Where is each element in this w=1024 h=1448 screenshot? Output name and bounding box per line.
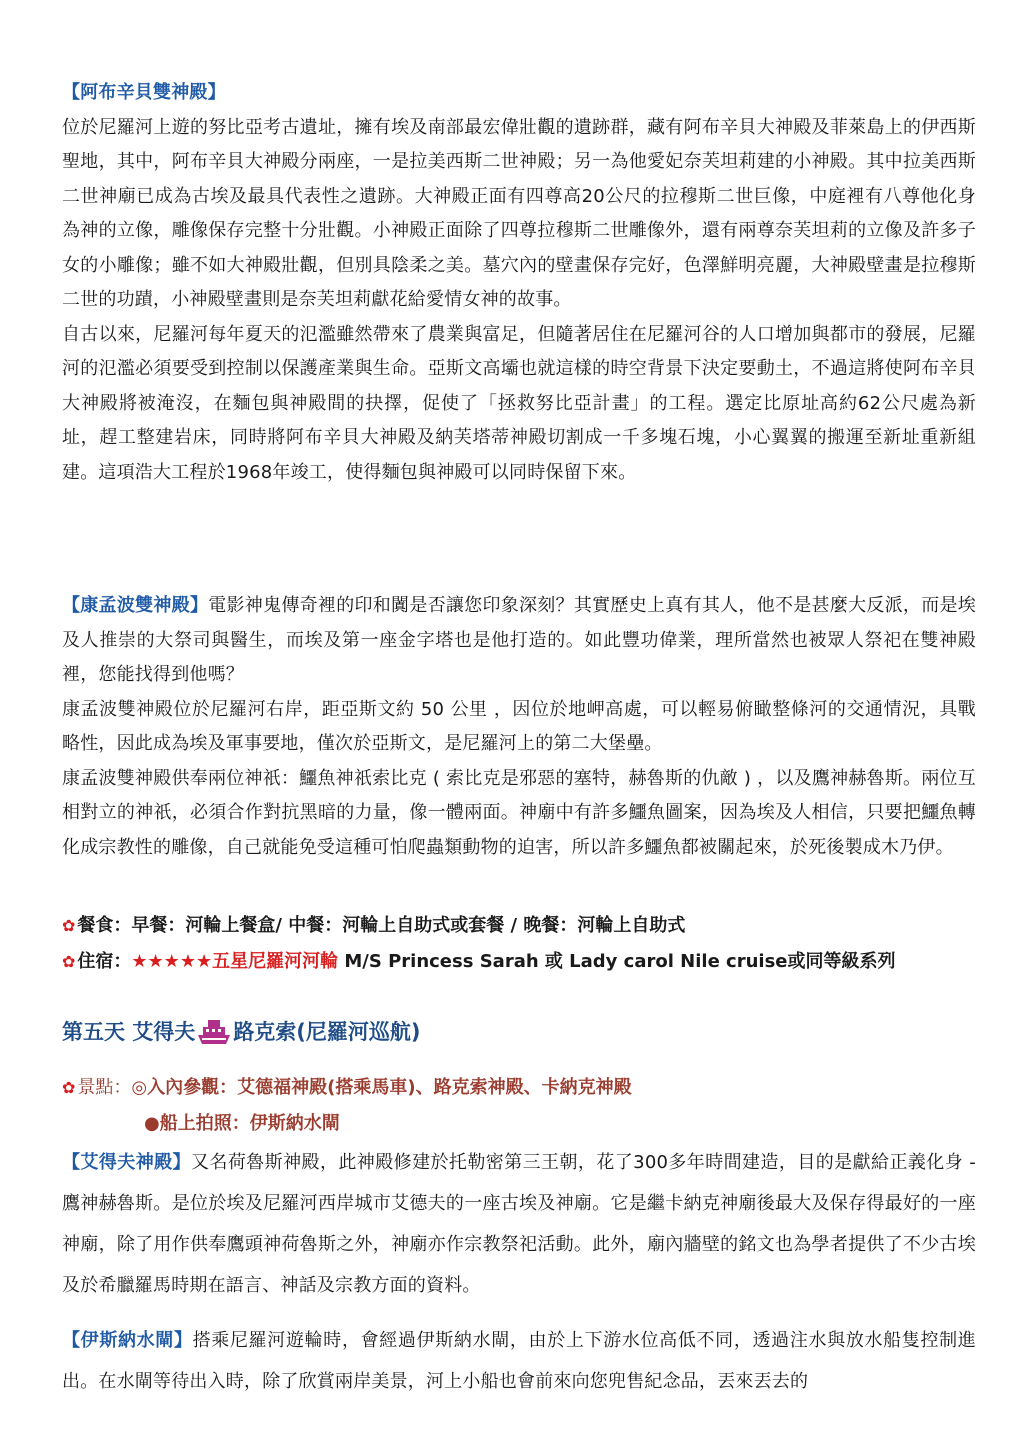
flower-bullet-icon: ✿ xyxy=(62,916,76,935)
spots-line-1: ✿ 景點：◎入內參觀：艾德福神殿(搭乘馬車)、路克索神殿、卡納克神殿 xyxy=(62,1077,632,1098)
esna-paragraph: 【伊斯納水閘】搭乘尼羅河遊輪時，會經過伊斯納水閘，由於上下游水位高低不同，透過注水與放水船隻控制進出。在水閘等待出入時，除了欣賞兩岸美景，河上小船也會前來向您兜售紀念品，丟來丟去的 xyxy=(62,1330,976,1392)
abu-simbel-section xyxy=(62,76,976,490)
kom-ombo-title: 【康孟波雙神殿】 xyxy=(62,595,209,616)
spots-block xyxy=(62,1070,976,1142)
kom-ombo-section xyxy=(62,589,976,865)
kom-ombo-paragraph-2: 康孟波雙神殿位於尼羅河右岸，距亞斯文約 50 公里 ，因位於地岬高處，可以輕易俯瞰整條河的交通情況，具戰略性，因此成為埃及軍事要地，僅次於亞斯文，是尼羅河上的第二大堡壘。 xyxy=(62,698,976,754)
kom-ombo-paragraph-3: 康孟波雙神殿供奉兩位神祇：鱷魚神祇索比克 ( 索比克是邪惡的塞特，赫魯斯的仇敵 ) ，以及鷹神赫魯斯。兩位互相對立的神祇，必須合作對抗黑暗的力量，像一體兩面。神廟中有許多鱷魚圖案，因為埃及人相信，只要把鱷魚轉化成宗教性的雕像，自己就能免受這種可怕爬蟲類動物的迫害，所以許多鱷魚都被關起來，於死後製成木乃伊。 xyxy=(62,767,976,858)
ship-icon xyxy=(197,1019,231,1050)
edfu-section xyxy=(62,1142,976,1306)
abu-simbel-title: 【阿布辛貝雙神殿】 xyxy=(62,82,226,103)
edfu-title: 【艾得夫神殿】 xyxy=(62,1152,191,1173)
flower-bullet-icon: ✿ xyxy=(62,1078,76,1097)
day-five-title: 第五天 艾得夫 路克索(尼羅河巡航) xyxy=(62,1016,421,1050)
hotel-stars: ★★★★★五星尼羅河河輪 xyxy=(131,951,339,972)
spots-line-2: ●船上拍照：伊斯納水閘 xyxy=(144,1113,340,1134)
esna-title: 【伊斯納水閘】 xyxy=(62,1330,193,1351)
abu-simbel-paragraph-1: 位於尼羅河上遊的努比亞考古遺址，擁有埃及南部最宏偉壯觀的遺跡群，藏有阿布辛貝大神殿及菲萊島上的伊西斯聖地，其中，阿布辛貝大神殿分兩座，一是拉美西斯二世神殿；另一為他愛妃奈芙坦莉建的小神殿。其中拉美西斯二世神廟已成為古埃及最具代表性之遺跡。大神殿正面有四尊高20公尺的拉穆斯二世巨像，中庭裡有八尊他化身為神的立像，雕像保存完整十分壯觀。小神殿正面除了四尊拉穆斯二世雕像外，還有兩尊奈芙坦莉的立像及許多子女的小雕像；雖不如大神殿壯觀，但別具陰柔之美。墓穴內的壁畫保存完好，色澤鮮明亮麗，大神殿壁畫是拉穆斯二世的功蹟，小神殿壁畫則是奈芙坦莉獻花給愛情女神的故事。 xyxy=(62,116,976,310)
kom-ombo-paragraph-1: 【康孟波雙神殿】電影神鬼傳奇裡的印和闐是否讓您印象深刻？其實歷史上真有其人，他不是甚麼大反派，而是埃及人推崇的大祭司與醫生，而埃及第一座金字塔也是他打造的。如此豐功偉業，理所當然也被眾人祭祀在雙神殿裡，您能找得到他嗎？ xyxy=(62,595,976,685)
esna-section xyxy=(62,1320,976,1402)
abu-simbel-paragraph-2: 自古以來，尼羅河每年夏天的氾濫雖然帶來了農業與富足，但隨著居住在尼羅河谷的人口增加與都市的發展，尼羅河的氾濫必須要受到控制以保護產業與生命。亞斯文高壩也就這樣的時空背景下決定要動土，不過這將使阿布辛貝大神殿將被淹沒，在麵包與神殿間的抉擇，促使了「拯救努比亞計畫」的工程。選定比原址高約62公尺處為新址，趕工整建岩床，同時將阿布辛貝大神殿及納芙塔蒂神殿切割成一千多塊石塊，小心翼翼的搬運至新址重新組建。這項浩大工程於1968年竣工，使得麵包與神殿可以同時保留下來。 xyxy=(62,323,976,483)
flower-bullet-icon: ✿ xyxy=(62,952,76,971)
meals-line: ✿ 餐食：早餐：河輪上餐盒/ 中餐：河輪上自助式或套餐 / 晚餐：河輪上自助式 xyxy=(62,915,686,936)
edfu-paragraph: 【艾得夫神殿】又名荷魯斯神殿，此神殿修建於托勒密第三王朝，花了300多年時間建造，目的是獻給正義化身 - 鷹神赫魯斯。是位於埃及尼羅河西岸城市艾德夫的一座古埃及神廟。它是繼卡納克神廟後最大及保存得最好的一座神廟，除了用作供奉鷹頭神荷魯斯之外，神廟亦作宗教祭祀活動。此外，廟內牆壁的銘文也為學者提供了不少古埃及於希臘羅馬時期在語言、神話及宗教方面的資料。 xyxy=(62,1152,976,1296)
meals-hotel-block xyxy=(62,908,976,980)
hotel-line: ✿ 住宿：★★★★★五星尼羅河河輪 M/S Princess Sarah 或 Lady carol Nile cruise或同等級系列 xyxy=(62,951,896,972)
